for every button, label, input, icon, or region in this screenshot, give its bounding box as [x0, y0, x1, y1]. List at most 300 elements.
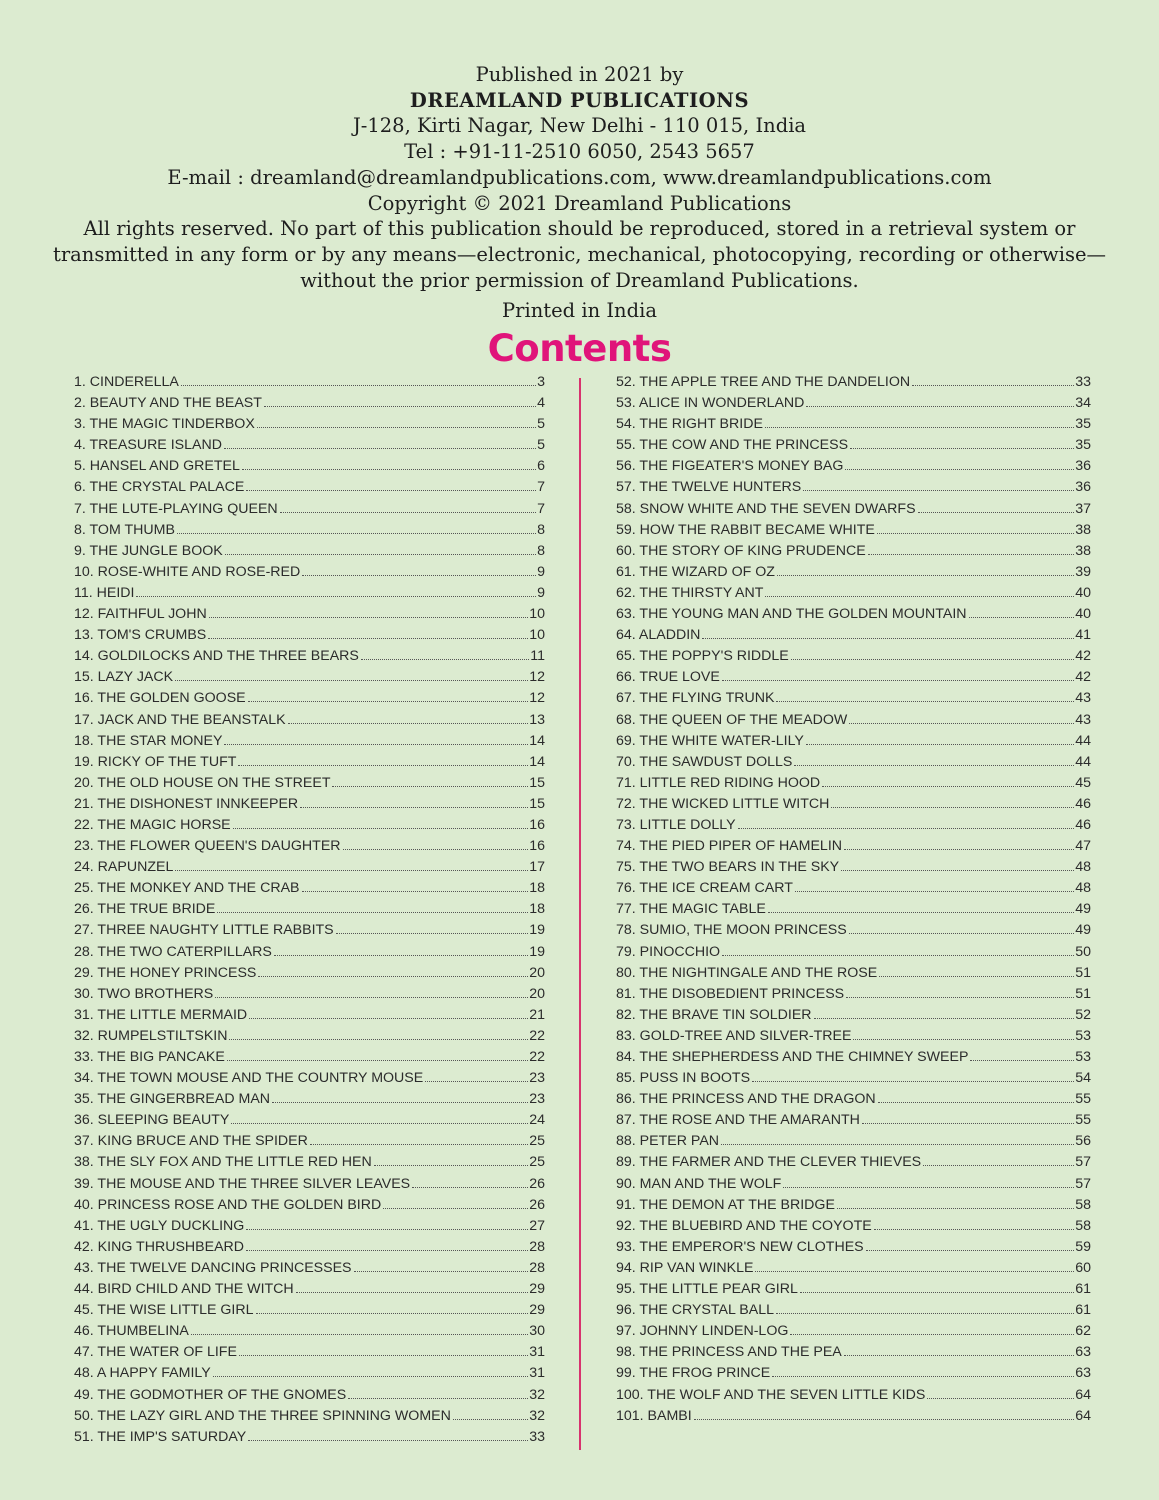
dot-leader: [238, 753, 528, 766]
dot-leader: [795, 879, 1074, 892]
toc-entry-page: 46: [1075, 795, 1091, 812]
toc-entry: [616, 1110, 1091, 1131]
toc-entry-page: 64: [1075, 1386, 1091, 1403]
toc-entry: [74, 435, 545, 456]
toc-entry-page: 30: [529, 1323, 545, 1340]
toc-entry: [74, 1216, 545, 1237]
toc-entry: [74, 773, 545, 794]
toc-entry-page: 34: [1075, 395, 1091, 412]
toc-entry: [74, 1195, 545, 1216]
toc-entry: [616, 794, 1091, 815]
toc-entry-page: 15: [529, 774, 545, 791]
toc-entry-page: 20: [529, 964, 545, 981]
dot-leader: [927, 1386, 1074, 1399]
toc-entry-page: 7: [537, 500, 545, 517]
toc-entry: [616, 1406, 1091, 1427]
toc-entry-page: 44: [1075, 753, 1091, 770]
dot-leader: [970, 1048, 1074, 1061]
toc-entry-page: 52: [1075, 1006, 1091, 1023]
dot-leader: [256, 1301, 529, 1314]
toc-entry: [74, 1406, 545, 1427]
toc-entry-title: 15. LAZY JACK: [74, 669, 174, 686]
toc-entry: [616, 857, 1091, 878]
toc-entry: [74, 899, 545, 920]
toc-entry-page: 11: [530, 648, 545, 665]
toc-entry-title: 89. THE FARMER AND THE CLEVER THIEVES: [616, 1154, 922, 1171]
toc-entry: [74, 836, 545, 857]
toc-entry-page: 32: [529, 1386, 545, 1403]
dot-leader: [175, 858, 528, 871]
dot-leader: [257, 415, 536, 428]
toc-entry: [74, 372, 545, 393]
toc-entry-page: 35: [1075, 416, 1091, 433]
dot-leader: [280, 500, 536, 513]
contents-heading: Contents: [487, 327, 672, 370]
toc-entry: [616, 1068, 1091, 1089]
publisher-name: DREAMLAND PUBLICATIONS: [409, 88, 750, 112]
dot-leader: [302, 563, 536, 576]
dot-leader: [248, 1428, 528, 1441]
toc-entry-page: 21: [529, 1006, 545, 1023]
toc-entry-page: 31: [529, 1344, 545, 1361]
toc-entry: [616, 899, 1091, 920]
toc-entry-page: 55: [1075, 1112, 1091, 1129]
toc-entry: [616, 1152, 1091, 1173]
toc-entry-page: 39: [1075, 563, 1091, 580]
toc-entry-title: 86. THE PRINCESS AND THE DRAGON: [616, 1091, 876, 1108]
toc-entry: [616, 520, 1091, 541]
dot-leader: [877, 521, 1074, 534]
toc-entry: [74, 562, 545, 583]
dot-leader: [229, 1027, 528, 1040]
toc-entry-page: 12: [529, 669, 545, 686]
toc-entry-title: 59. HOW THE RABBIT BECAME WHITE: [616, 521, 875, 538]
toc-entry: [616, 688, 1091, 709]
toc-entry: [616, 1216, 1091, 1237]
dot-leader: [721, 1132, 1074, 1145]
dot-leader: [361, 647, 529, 660]
toc-entry-page: 64: [1075, 1407, 1091, 1424]
toc-entry-page: 40: [1075, 584, 1091, 601]
dot-leader: [336, 921, 529, 934]
toc-entry-title: 5. HANSEL AND GRETEL: [74, 458, 240, 475]
dot-leader: [912, 373, 1074, 386]
toc-entry-title: 62. THE THIRSTY ANT: [616, 584, 764, 601]
dot-leader: [806, 732, 1074, 745]
toc-entry-title: 69. THE WHITE WATER-LILY: [616, 732, 804, 749]
toc-entry-page: 14: [529, 732, 545, 749]
dot-leader: [772, 1364, 1074, 1377]
dot-leader: [175, 668, 528, 681]
dot-leader: [246, 1217, 528, 1230]
toc-entry-page: 22: [529, 1027, 545, 1044]
toc-entry: [74, 1131, 545, 1152]
toc-entry-title: 98. THE PRINCESS AND THE PEA: [616, 1344, 842, 1361]
dot-leader: [288, 711, 529, 724]
dot-leader: [918, 500, 1075, 513]
dot-leader: [850, 436, 1074, 449]
toc-entry-title: 58. SNOW WHITE AND THE SEVEN DWARFS: [616, 500, 916, 517]
toc-entry-page: 44: [1075, 732, 1091, 749]
dot-leader: [224, 436, 536, 449]
toc-entry-page: 55: [1075, 1091, 1091, 1108]
toc-entry-title: 51. THE IMP'S SATURDAY: [74, 1428, 247, 1445]
toc-entry-title: 32. RUMPELSTILTSKIN: [74, 1027, 228, 1044]
toc-entry-page: 26: [529, 1196, 545, 1213]
toc-entry-title: 77. THE MAGIC TABLE: [616, 901, 766, 918]
toc-entry-page: 29: [529, 1302, 545, 1319]
toc-entry: [616, 667, 1091, 688]
toc-entry: [616, 372, 1091, 393]
dot-leader: [274, 943, 528, 956]
toc-entry-title: 48. A HAPPY FAMILY: [74, 1365, 211, 1382]
toc-entry: [74, 984, 545, 1005]
toc-entry-page: 33: [529, 1428, 545, 1445]
toc-entry-title: 82. THE BRAVE TIN SOLDIER: [616, 1006, 812, 1023]
toc-entry-title: 1. CINDERELLA: [74, 374, 179, 390]
dot-leader: [765, 584, 1074, 597]
rights-line-3: without the prior permission of Dreamland Publications.: [300, 268, 859, 292]
toc-entry-page: 43: [1075, 690, 1091, 707]
toc-entry-title: 23. THE FLOWER QUEEN'S DAUGHTER: [74, 838, 341, 855]
toc-entry-title: 2. BEAUTY AND THE BEAST: [74, 395, 262, 412]
toc-entry: [616, 477, 1091, 498]
toc-entry: [74, 646, 545, 667]
toc-entry-page: 26: [529, 1175, 545, 1192]
toc-entry-title: 57. THE TWELVE HUNTERS: [616, 479, 802, 496]
dot-leader: [181, 373, 536, 386]
publisher-email: E-mail : dreamland@dreamlandpublications.com, www.dreamlandpublications.com: [167, 165, 992, 189]
toc-entry-title: 33. THE BIG PANCAKE: [74, 1049, 225, 1065]
toc-entry-page: 51: [1075, 964, 1091, 981]
toc-entry: [74, 710, 545, 731]
dot-leader: [264, 394, 536, 407]
dot-leader: [383, 1196, 528, 1209]
toc-entry: [74, 794, 545, 815]
dot-leader: [246, 478, 536, 491]
dot-leader: [246, 1238, 528, 1251]
toc-entry-page: 38: [1075, 542, 1091, 559]
toc-entry: [616, 1321, 1091, 1342]
toc-entry-page: 63: [1075, 1344, 1091, 1361]
dot-leader: [862, 1111, 1074, 1124]
copyright-line: Copyright © 2021 Dreamland Publications: [367, 191, 792, 215]
toc-entry-page: 22: [529, 1049, 545, 1065]
toc-entry: [74, 667, 545, 688]
toc-entry-title: 60. THE STORY OF KING PRUDENCE: [616, 542, 866, 559]
toc-entry: [616, 414, 1091, 435]
toc-entry: [616, 942, 1091, 963]
toc-entry-page: 61: [1075, 1281, 1091, 1298]
toc-entry-title: 9. THE JUNGLE BOOK: [74, 542, 223, 559]
dot-leader: [755, 1259, 1074, 1272]
dot-leader: [332, 774, 528, 787]
dot-leader: [272, 1090, 528, 1103]
dot-leader: [722, 668, 1074, 681]
toc-entry-page: 31: [529, 1365, 545, 1382]
toc-entry: [616, 773, 1091, 794]
toc-entry-title: 76. THE ICE CREAM CART: [616, 880, 793, 897]
dot-leader: [831, 795, 1074, 808]
toc-entry-page: 25: [529, 1133, 545, 1150]
toc-entry: [74, 1237, 545, 1258]
dot-leader: [738, 816, 1075, 829]
rights-line-2: transmitted in any form or by any means—electronic, mechanical, photocopying, recording or otherwise—: [53, 242, 1106, 266]
toc-entry-title: 27. THREE NAUGHTY LITTLE RABBITS: [74, 922, 334, 939]
dot-leader: [302, 879, 529, 892]
dot-leader: [217, 900, 528, 913]
dot-leader: [215, 985, 528, 998]
toc-entry: [74, 1047, 545, 1068]
dot-leader: [783, 1175, 1074, 1188]
toc-entry: [616, 920, 1091, 941]
toc-entry: [74, 1300, 545, 1321]
toc-entry: [616, 1279, 1091, 1300]
toc-entry-title: 87. THE ROSE AND THE AMARANTH: [616, 1112, 860, 1129]
toc-entry-title: 80. THE NIGHTINGALE AND THE ROSE: [616, 964, 878, 981]
toc-entry-title: 42. KING THRUSHBEARD: [74, 1238, 245, 1255]
dot-leader: [225, 542, 536, 555]
toc-entry: [74, 541, 545, 562]
toc-entry: [74, 857, 545, 878]
toc-entry-page: 42: [1075, 648, 1091, 665]
toc-entry: [74, 920, 545, 941]
toc-entry: [616, 1363, 1091, 1384]
toc-entry-page: 25: [529, 1154, 545, 1171]
toc-entry: [616, 1237, 1091, 1258]
toc-entry-page: 16: [529, 838, 545, 855]
printed-in-line: Printed in India: [502, 299, 657, 323]
dot-leader: [768, 900, 1074, 913]
dot-leader: [249, 1006, 528, 1019]
toc-entry-page: 16: [529, 816, 545, 833]
toc-entry: [616, 456, 1091, 477]
toc-entry-title: 94. RIP VAN WINKLE: [616, 1259, 754, 1276]
toc-entry: [616, 963, 1091, 984]
toc-entry-title: 81. THE DISOBEDIENT PRINCESS: [616, 985, 845, 1002]
toc-entry-page: 4: [537, 395, 545, 412]
toc-entry-title: 46. THUMBELINA: [74, 1323, 189, 1340]
toc-entry-title: 12. FAITHFUL JOHN: [74, 606, 207, 623]
toc-entry-title: 47. THE WATER OF LIFE: [74, 1344, 237, 1361]
toc-entry: [616, 562, 1091, 583]
toc-entry: [616, 1342, 1091, 1363]
toc-entry-title: 40. PRINCESS ROSE AND THE GOLDEN BIRD: [74, 1196, 382, 1213]
toc-entry: [616, 836, 1091, 857]
publisher-telephone: Tel : +91-11-2510 6050, 2543 5657: [404, 140, 755, 164]
toc-entry: [616, 815, 1091, 836]
toc-entry-page: 49: [1075, 922, 1091, 939]
toc-entry-title: 10. ROSE-WHITE AND ROSE-RED: [74, 563, 301, 580]
toc-entry-title: 7. THE LUTE-PLAYING QUEEN: [74, 500, 278, 517]
toc-entry-title: 43. THE TWELVE DANCING PRINCESSES: [74, 1259, 352, 1276]
toc-entry-title: 63. THE YOUNG MAN AND THE GOLDEN MOUNTAIN: [616, 606, 967, 623]
toc-entry-title: 68. THE QUEEN OF THE MEADOW: [616, 711, 848, 728]
toc-entry-page: 54: [1075, 1070, 1091, 1087]
toc-entry: [616, 646, 1091, 667]
contents-column-left: [74, 372, 545, 1448]
dot-leader: [794, 753, 1074, 766]
dot-leader: [310, 1132, 528, 1145]
toc-entry-page: 18: [529, 901, 545, 918]
toc-entry-page: 28: [529, 1238, 545, 1255]
toc-entry-page: 8: [537, 542, 545, 559]
toc-entry-title: 52. THE APPLE TREE AND THE DANDELION: [616, 374, 911, 390]
toc-entry-page: 57: [1075, 1175, 1091, 1192]
dot-leader: [849, 921, 1074, 934]
toc-entry: [74, 1385, 545, 1406]
toc-entry-title: 84. THE SHEPHERDESS AND THE CHIMNEY SWEEP: [616, 1049, 969, 1065]
toc-entry-page: 45: [1075, 774, 1091, 791]
toc-entry-page: 32: [529, 1407, 545, 1424]
toc-entry: [616, 1089, 1091, 1110]
dot-leader: [227, 1048, 528, 1061]
toc-entry-page: 20: [529, 985, 545, 1002]
dot-leader: [803, 478, 1074, 491]
toc-entry-title: 22. THE MAGIC HORSE: [74, 816, 231, 833]
published-line: Published in 2021 by: [475, 63, 684, 86]
toc-entry-page: 59: [1075, 1238, 1091, 1255]
toc-entry-page: 12: [529, 690, 545, 707]
toc-entry-page: 50: [1075, 943, 1091, 960]
toc-entry-title: 100. THE WOLF AND THE SEVEN LITTLE KIDS: [616, 1386, 926, 1403]
dot-leader: [853, 1027, 1074, 1040]
toc-entry-page: 10: [529, 606, 545, 623]
toc-entry: [74, 963, 545, 984]
toc-entry: [616, 393, 1091, 414]
column-divider: [579, 378, 581, 1450]
toc-entry-title: 30. TWO BROTHERS: [74, 985, 214, 1002]
toc-entry: [74, 942, 545, 963]
toc-entry-title: 97. JOHNNY LINDEN-LOG: [616, 1323, 789, 1340]
toc-entry-title: 13. TOM'S CRUMBS: [74, 627, 207, 644]
toc-entry: [616, 878, 1091, 899]
toc-entry-page: 58: [1075, 1217, 1091, 1234]
dot-leader: [248, 689, 529, 702]
toc-entry-title: 6. THE CRYSTAL PALACE: [74, 479, 245, 496]
toc-entry-title: 61. THE WIZARD OF OZ: [616, 563, 775, 580]
toc-entry: [74, 1363, 545, 1384]
toc-entry: [74, 604, 545, 625]
toc-entry-page: 36: [1075, 479, 1091, 496]
toc-entry-page: 63: [1075, 1365, 1091, 1382]
toc-entry-page: 23: [529, 1070, 545, 1087]
toc-entry-title: 78. SUMIO, THE MOON PRINCESS: [616, 922, 847, 939]
rights-line-1: All rights reserved. No part of this publication should be reproduced, stored in a retrieval system or: [83, 217, 1076, 241]
toc-entry-page: 51: [1075, 985, 1091, 1002]
toc-entry-page: 28: [529, 1259, 545, 1276]
dot-leader: [791, 647, 1074, 660]
dot-leader: [242, 457, 536, 470]
dot-leader: [844, 1343, 1074, 1356]
toc-entry-page: 48: [1075, 880, 1091, 897]
toc-entry-page: 15: [529, 795, 545, 812]
toc-entry-page: 37: [1075, 500, 1091, 517]
dot-leader: [845, 457, 1074, 470]
toc-entry: [616, 1195, 1091, 1216]
dot-leader: [231, 1111, 528, 1124]
toc-entry: [74, 1279, 545, 1300]
publisher-address: J-128, Kirti Nagar, New Delhi - 110 015, India: [352, 114, 807, 138]
toc-entry-page: 13: [529, 711, 545, 728]
toc-entry-title: 95. THE LITTLE PEAR GIRL: [616, 1281, 798, 1298]
toc-entry: [74, 731, 545, 752]
toc-entry: [74, 1342, 545, 1363]
dot-leader: [374, 1153, 528, 1166]
dot-leader: [837, 1196, 1074, 1209]
toc-entry-title: 65. THE POPPY'S RIDDLE: [616, 648, 789, 665]
toc-entry-page: 5: [537, 437, 545, 454]
toc-entry-page: 35: [1075, 437, 1091, 454]
toc-entry-page: 24: [529, 1112, 545, 1129]
toc-entry-title: 31. THE LITTLE MERMAID: [74, 1006, 248, 1023]
toc-entry-title: 73. LITTLE DOLLY: [616, 816, 736, 833]
imprint-block: [0, 62, 1159, 324]
dot-leader: [191, 1322, 528, 1335]
toc-entry-title: 41. THE UGLY DUCKLING: [74, 1217, 245, 1234]
dot-leader: [841, 858, 1074, 871]
dot-leader: [879, 964, 1074, 977]
toc-entry: [74, 1321, 545, 1342]
toc-entry-page: 27: [529, 1217, 545, 1234]
toc-entry-page: 53: [1075, 1049, 1091, 1065]
dot-leader: [878, 1090, 1075, 1103]
toc-entry-title: 36. SLEEPING BEAUTY: [74, 1112, 230, 1129]
toc-entry: [74, 456, 545, 477]
toc-entry-title: 38. THE SLY FOX AND THE LITTLE RED HEN: [74, 1154, 372, 1171]
dot-leader: [969, 605, 1075, 618]
dot-leader: [453, 1407, 528, 1420]
dot-leader: [800, 1280, 1074, 1293]
toc-entry: [616, 541, 1091, 562]
toc-entry: [74, 1068, 545, 1089]
toc-entry: [616, 752, 1091, 773]
toc-entry-page: 58: [1075, 1196, 1091, 1213]
toc-entry-title: 101. BAMBI: [616, 1407, 692, 1424]
toc-entry-title: 54. THE RIGHT BRIDE: [616, 416, 763, 433]
toc-entry-title: 44. BIRD CHILD AND THE WITCH: [74, 1281, 294, 1298]
toc-entry-page: 19: [529, 922, 545, 939]
toc-entry: [74, 1026, 545, 1047]
toc-entry-title: 29. THE HONEY PRINCESS: [74, 964, 257, 981]
dot-leader: [233, 816, 529, 829]
toc-entry-page: 6: [537, 458, 545, 475]
toc-entry: [74, 520, 545, 541]
toc-entry-page: 36: [1075, 458, 1091, 475]
toc-entry-page: 48: [1075, 859, 1091, 876]
toc-entry: [74, 625, 545, 646]
toc-entry-title: 67. THE FLYING TRUNK: [616, 690, 775, 707]
toc-entry-page: 9: [537, 563, 545, 580]
toc-entry-title: 8. TOM THUMB: [74, 521, 175, 538]
dot-leader: [777, 563, 1074, 576]
toc-entry: [616, 710, 1091, 731]
toc-entry-title: 93. THE EMPEROR'S NEW CLOTHES: [616, 1238, 864, 1255]
toc-entry-page: 42: [1075, 669, 1091, 686]
dot-leader: [343, 837, 529, 850]
toc-entry: [616, 1047, 1091, 1068]
toc-entry-title: 92. THE BLUEBIRD AND THE COYOTE: [616, 1217, 872, 1234]
toc-entry: [616, 984, 1091, 1005]
dot-leader: [752, 1069, 1074, 1082]
toc-entry-page: 53: [1075, 1027, 1091, 1044]
toc-entry-title: 25. THE MONKEY AND THE CRAB: [74, 880, 300, 897]
toc-entry-title: 20. THE OLD HOUSE ON THE STREET: [74, 774, 331, 791]
dot-leader: [765, 415, 1074, 428]
toc-entry: [74, 1005, 545, 1026]
toc-entry: [74, 499, 545, 520]
dot-leader: [822, 774, 1074, 787]
